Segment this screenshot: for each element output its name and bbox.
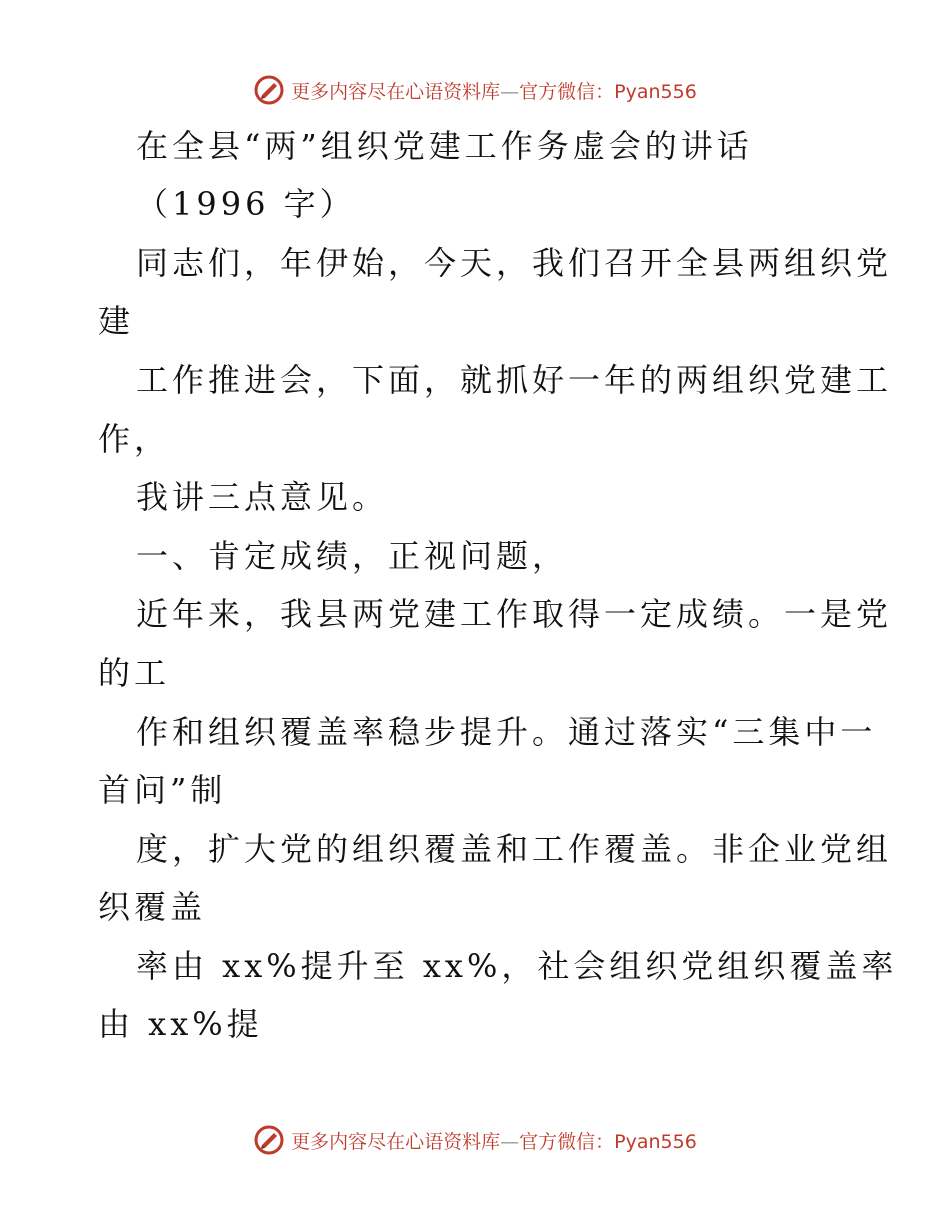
- paragraph-line: 由 xx%提: [98, 1005, 263, 1043]
- watermark-text: [291, 77, 697, 104]
- watermark-text: [291, 1127, 697, 1154]
- header-watermark: [0, 70, 950, 110]
- watermark-separator: —: [500, 80, 520, 103]
- paragraph-line: 首问”制: [98, 771, 227, 809]
- logo-icon: [253, 74, 285, 106]
- section-heading: 一、肯定成绩，正视问题，: [136, 537, 569, 575]
- watermark-wechat: 官方微信：Pyan556: [519, 1130, 697, 1153]
- watermark-main: 更多内容尽在心语资料库: [291, 80, 501, 103]
- paragraph-line: 的工: [98, 654, 171, 692]
- watermark-main: 更多内容尽在心语资料库: [291, 1130, 501, 1153]
- paragraph-line: 建: [98, 302, 135, 340]
- paragraph-line: 作和组织覆盖率稳步提升。通过落实“三集中一: [136, 713, 877, 751]
- watermark-wechat: 官方微信：Pyan556: [519, 80, 697, 103]
- word-count: （1996 字）: [136, 185, 356, 223]
- paragraph-line: 作，: [98, 420, 171, 458]
- footer-watermark: [0, 1120, 950, 1160]
- document-title: 在全县“两”组织党建工作务虚会的讲话: [136, 127, 753, 165]
- paragraph-line: 近年来，我县两党建工作取得一定成绩。一是党: [136, 595, 893, 633]
- paragraph-line: 我讲三点意见。: [136, 478, 389, 516]
- paragraph-line: 度，扩大党的组织覆盖和工作覆盖。非企业党组: [136, 830, 893, 868]
- paragraph-line: 率由 xx%提升至 xx%，社会组织党组织覆盖率: [136, 947, 898, 985]
- paragraph-line: 同志们，年伊始，今天，我们召开全县两组织党: [136, 244, 893, 282]
- paragraph-line: 织覆盖: [98, 888, 207, 926]
- logo-icon: [253, 1124, 285, 1156]
- paragraph-line: 工作推进会，下面，就抓好一年的两组织党建工: [136, 361, 893, 399]
- watermark-separator: —: [500, 1130, 520, 1153]
